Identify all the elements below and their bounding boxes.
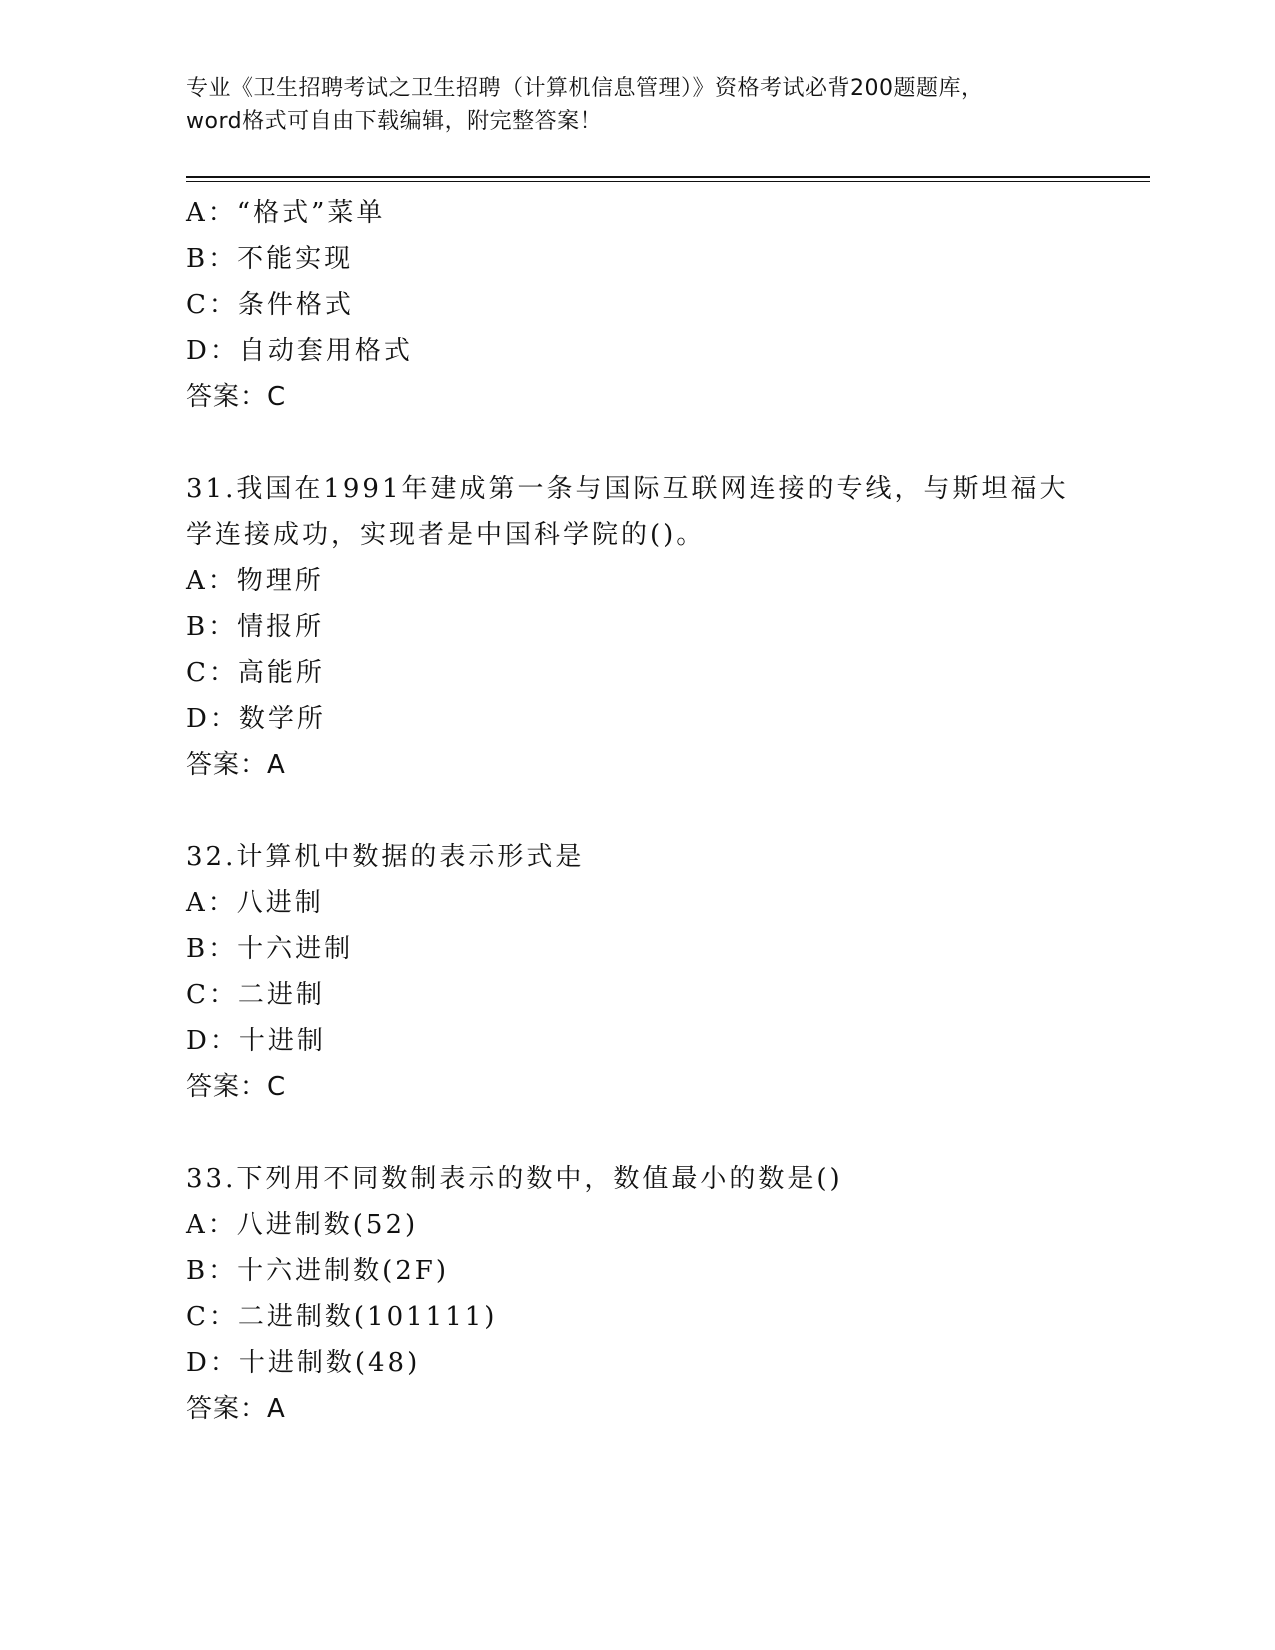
question-block-33 — [186, 1156, 1086, 1432]
answer-line: 答案：C — [186, 382, 287, 412]
header-rule-thin — [186, 181, 1150, 182]
option-c: C：二进制 — [186, 980, 325, 1010]
question-stem: 31.我国在1991年建成第一条与国际互联网连接的专线，与斯坦福大 — [186, 474, 1069, 504]
question-block-previous — [186, 190, 1086, 420]
question-block-31 — [186, 466, 1086, 788]
question-stem: 学连接成功，实现者是中国科学院的()。 — [186, 520, 706, 550]
option-a: A：八进制 — [186, 888, 324, 918]
question-list — [186, 190, 1086, 1432]
option-c: C：条件格式 — [186, 290, 354, 320]
spacer — [186, 420, 1086, 466]
document-header — [186, 72, 1086, 138]
question-stem: 33.下列用不同数制表示的数中，数值最小的数是() — [186, 1164, 843, 1194]
option-b: B：十六进制数(2F) — [186, 1256, 449, 1286]
option-d: D：自动套用格式 — [186, 336, 413, 366]
answer-line: 答案：C — [186, 1072, 287, 1102]
question-stem: 32.计算机中数据的表示形式是 — [186, 842, 585, 872]
header-line-2: word格式可自由下载编辑，附完整答案！ — [186, 109, 603, 134]
header-line-1: 专业《卫生招聘考试之卫生招聘（计算机信息管理）》资格考试必背200题题库， — [186, 76, 984, 101]
spacer — [186, 1110, 1086, 1156]
option-d: D：十进制 — [186, 1026, 326, 1056]
spacer — [186, 788, 1086, 834]
answer-line: 答案：A — [186, 750, 286, 780]
option-b: B：情报所 — [186, 612, 325, 642]
option-d: D：十进制数(48) — [186, 1348, 421, 1378]
option-a: A：八进制数(52) — [186, 1210, 419, 1240]
option-a: A：“格式”菜单 — [186, 198, 386, 228]
option-d: D：数学所 — [186, 704, 326, 734]
option-c: C：二进制数(101111) — [186, 1302, 498, 1332]
option-c: C：高能所 — [186, 658, 325, 688]
header-rule-thick — [186, 176, 1150, 178]
option-b: B：十六进制 — [186, 934, 354, 964]
answer-line: 答案：A — [186, 1394, 286, 1424]
option-a: A：物理所 — [186, 566, 324, 596]
question-block-32 — [186, 834, 1086, 1110]
option-b: B：不能实现 — [186, 244, 354, 274]
